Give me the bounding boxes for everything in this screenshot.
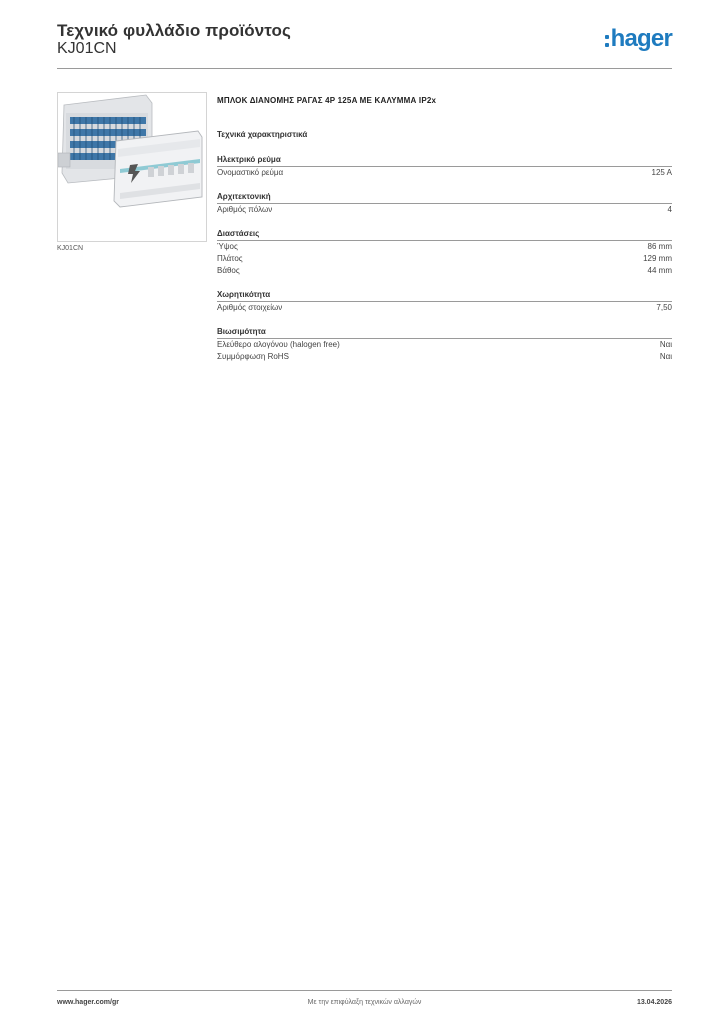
product-image: [57, 92, 207, 242]
spec-value: 7,50: [656, 303, 672, 312]
spec-row: [217, 351, 672, 363]
footer-date: 13.04.2026: [636, 999, 672, 1006]
image-caption: KJ01CN: [57, 245, 84, 252]
spec-label: Συμμόρφωση RoHS: [217, 352, 289, 361]
group-title: Βιωσιμότητα: [217, 327, 672, 339]
spec-label: Πλάτος: [217, 254, 243, 263]
footer-divider: [57, 990, 672, 991]
spec-group-sustainability: [217, 327, 672, 363]
footer-website-link[interactable]: www.hager.com/gr: [57, 999, 119, 1006]
spec-row: [217, 339, 672, 351]
spec-row: [217, 302, 672, 314]
spec-value: 86 mm: [647, 242, 672, 251]
spec-label: Ύψος: [217, 242, 238, 251]
spec-group-electrical: [217, 155, 672, 179]
spec-label: Αριθμός πόλων: [217, 205, 273, 214]
product-name: ΜΠΛΟΚ ΔΙΑΝΟΜΗΣ ΡΑΓΑΣ 4P 125A ΜΕ ΚΑΛΥΜΜΑ IP2x: [217, 96, 437, 105]
spec-value: 125 A: [651, 168, 672, 177]
product-code: KJ01CN: [57, 40, 117, 57]
spec-value: Ναι: [659, 340, 672, 349]
spec-group-dimensions: [217, 229, 672, 277]
header-divider: [57, 68, 672, 69]
hager-logo: [605, 27, 672, 51]
spec-row: [217, 253, 672, 265]
logo-dots-icon: [605, 35, 609, 47]
logo-text: hager: [610, 25, 672, 52]
document-title: Τεχνικό φυλλάδιο προϊόντος: [57, 21, 291, 40]
spec-label: Αριθμός στοιχείων: [217, 303, 283, 312]
product-photo-icon: [58, 93, 206, 241]
spec-value: Ναι: [659, 352, 672, 361]
footer-notice: Με την επιφύλαξη τεχνικών αλλαγών: [307, 999, 422, 1006]
spec-label: Ελεύθερο αλογόνου (halogen free): [217, 340, 340, 349]
spec-row: [217, 265, 672, 277]
spec-content: [217, 96, 672, 376]
spec-row: [217, 204, 672, 216]
spec-value: 129 mm: [643, 254, 672, 263]
spec-value: 4: [667, 205, 672, 214]
spec-label: Ονομαστικό ρεύμα: [217, 168, 284, 177]
section-title: Τεχνικά χαρακτηριστικά: [217, 130, 308, 139]
spec-value: 44 mm: [647, 266, 672, 275]
spec-row: [217, 167, 672, 179]
spec-row: [217, 241, 672, 253]
group-title: Χωρητικότητα: [217, 290, 672, 302]
group-title: Διαστάσεις: [217, 229, 672, 241]
spec-group-architecture: [217, 192, 672, 216]
spec-group-capacity: [217, 290, 672, 314]
spec-label: Βάθος: [217, 266, 240, 275]
group-title: Αρχιτεκτονική: [217, 192, 672, 204]
group-title: Ηλεκτρικό ρεύμα: [217, 155, 672, 167]
